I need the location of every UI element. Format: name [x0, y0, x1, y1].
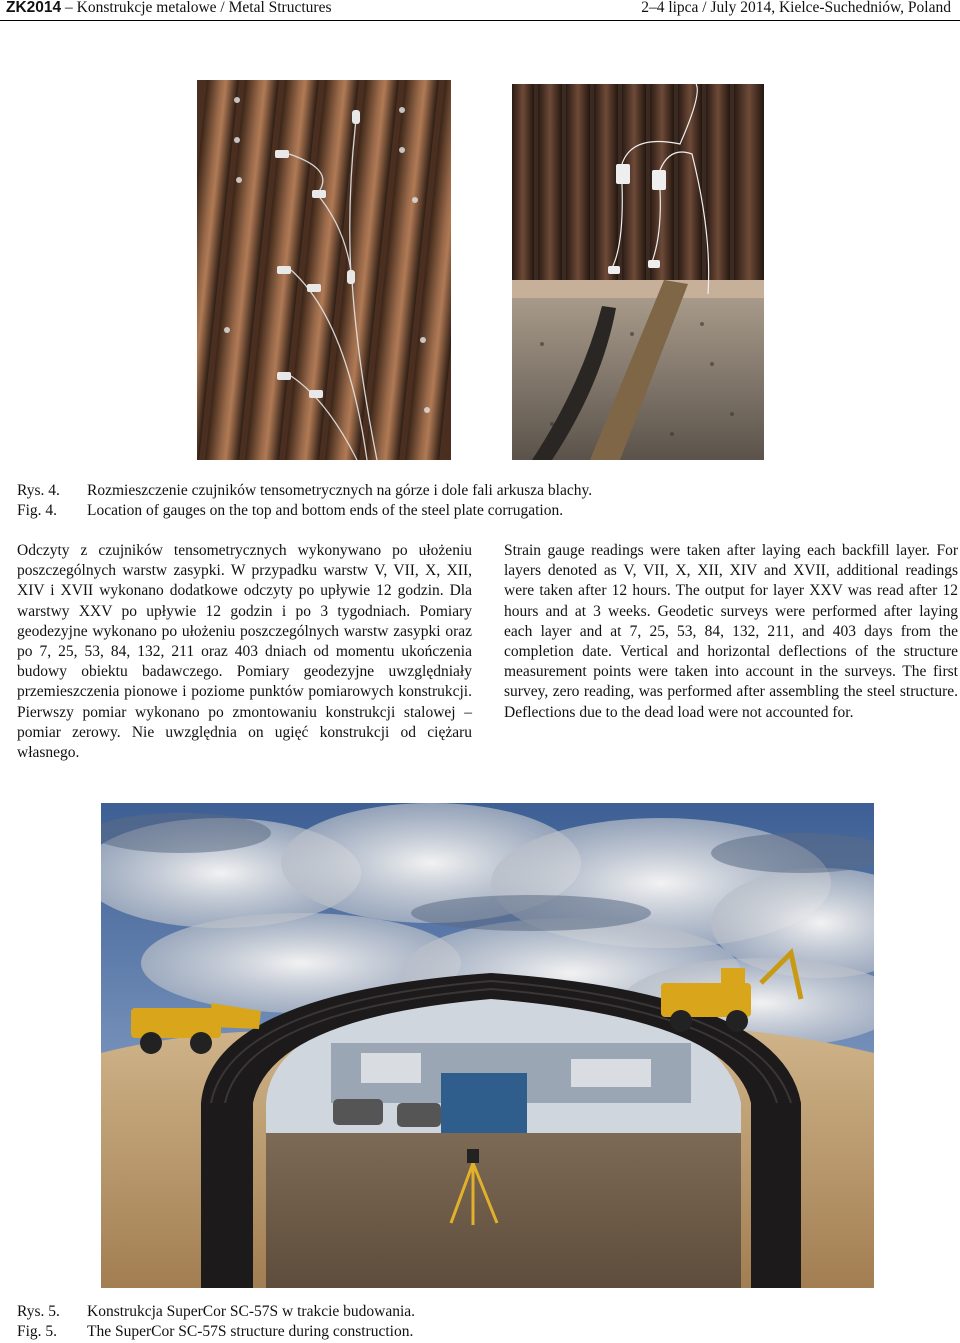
figure4-label-pl: Rys. 4.	[17, 482, 60, 499]
figure4-caption-pl	[17, 481, 947, 501]
running-header	[0, 0, 960, 21]
conference-dates: 2–4 lipca / July 2014, Kielce-Suchedniów, Poland	[641, 0, 951, 16]
figure5-label-en: Fig. 5.	[17, 1323, 58, 1340]
figure4-text-en: Location of gauges on the top and bottom ends of the steel plate corrugation.	[87, 502, 564, 519]
header-left	[6, 0, 331, 16]
supercor-construction-photo	[101, 803, 874, 1288]
figure5-caption-en	[17, 1322, 947, 1342]
gauges-top-photo	[197, 80, 451, 460]
body-text-polish: Odczyty z czujników tensometrycznych wykonywano po ułożeniu poszczególnych warstw zasypki. W przypadku warstw V, VII, X, XII, XIV i XVII wykonano dodatkowe odczyty po upływie 12 godzin. Dla warstwy XXV po upływie 12 godzin i po 3 tygodniach. Pomiary geodezyjne wykonano po ułożeniu poszczególnych warstw zasypki oraz po 7, 25, 53, 84, 132, 211 oraz 403 dniach od momentu ukończenia budowy obiektu badawczego. Pomiary geodezyjne uwzględniały przemieszczenia pionowe i poziome punktów pomiarowych konstrukcji. Pierwszy pomiar wykonano po zmontowaniu konstrukcji stalowej – pomiar zerowy. Nie uwzględnia on ugięć konstrukcji od ciężaru własnego.	[17, 542, 472, 762]
figure5-text-pl: Konstrukcja SuperCor SC-57S w trakcie budowania.	[87, 1303, 416, 1320]
figure4-caption-en	[17, 501, 947, 521]
conference-acronym: ZK2014	[6, 0, 62, 16]
figure5-text-en: The SuperCor SC-57S structure during construction.	[87, 1323, 414, 1340]
gauges-bottom-photo	[512, 84, 764, 460]
body-text-english: Strain gauge readings were taken after laying each backfill layer. For layers denoted as V, VII, X, XII, XIV and XVII, additional readings were taken after 12 hours. The output for layer XXV was read after 12 hours and at 3 weeks. Geodetic surveys were performed after laying each layer and at 7, 25, 53, 84, 132, 211, and 403 days from the completion date. Vertical and horizontal deflections of the structure measurement points were taken into account in the surveys. The first survey, zero reading, was performed after assembling the steel structure. Deflections due to the dead load were not accounted for.	[504, 542, 958, 721]
figure5-label-pl: Rys. 5.	[17, 1303, 60, 1320]
figure4-text-pl: Rozmieszczenie czujników tensometrycznych na górze i dole fali arkusza blachy.	[87, 482, 593, 499]
figure5-caption-pl	[17, 1302, 947, 1322]
figure4-label-en: Fig. 4.	[17, 502, 58, 519]
conference-title: – Konstrukcje metalowe / Metal Structures	[61, 0, 332, 16]
